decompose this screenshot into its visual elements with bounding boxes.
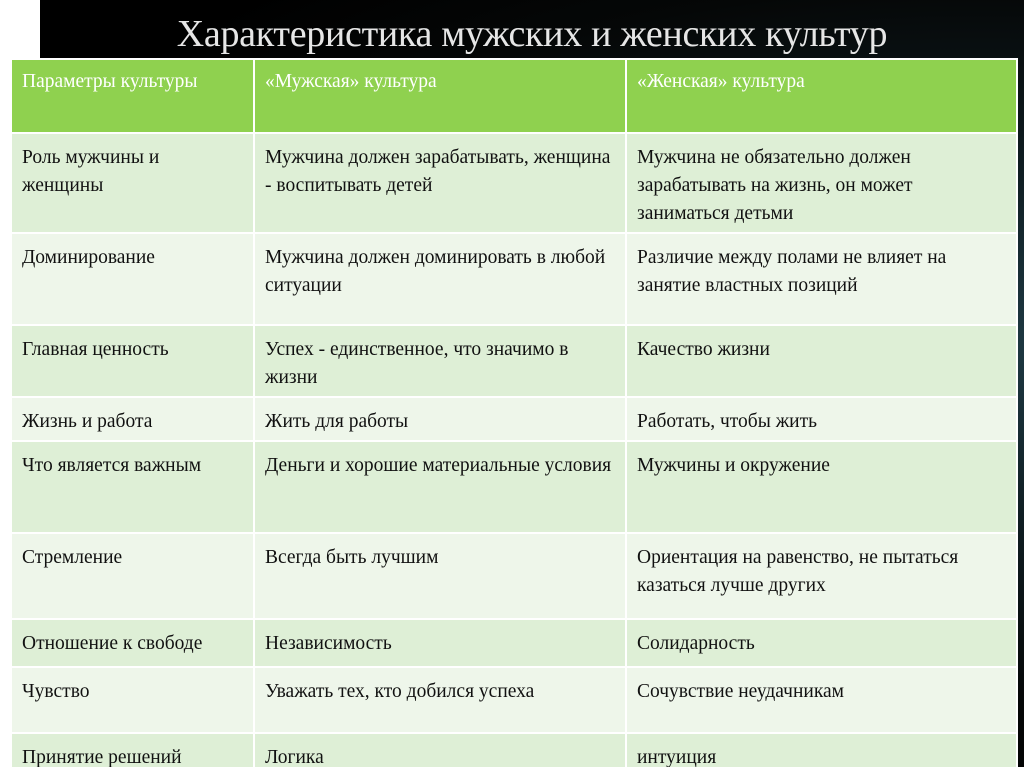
cell-female: интуиция: [626, 733, 1017, 767]
table-row: [11, 325, 1017, 397]
cell-param: Роль мужчины и женщины: [11, 133, 254, 233]
table-row: [11, 441, 1017, 533]
table-header-row: [11, 59, 1017, 133]
cell-male: Успех - единственное, что значимо в жизни: [254, 325, 626, 397]
cell-female: Ориентация на равенство, не пытаться казаться лучше других: [626, 533, 1017, 619]
cell-female: Солидарность: [626, 619, 1017, 667]
cell-female: Мужчина не обязательно должен зарабатывать на жизнь, он может заниматься детьми: [626, 133, 1017, 233]
cell-param: Чувство: [11, 667, 254, 733]
cell-female: Различие между полами не влияет на занятие властных позиций: [626, 233, 1017, 325]
cell-param: Что является важным: [11, 441, 254, 533]
table-row: [11, 733, 1017, 767]
table-row: [11, 667, 1017, 733]
cell-male: Мужчина должен доминировать в любой ситуации: [254, 233, 626, 325]
cell-male: Независимость: [254, 619, 626, 667]
table-row: [11, 233, 1017, 325]
cell-param: Стремление: [11, 533, 254, 619]
header-female-culture: «Женская» культура: [626, 59, 1017, 133]
table-row: [11, 619, 1017, 667]
cell-female: Работать, чтобы жить: [626, 397, 1017, 441]
slide-title: Характеристика мужских и женских культур: [176, 13, 888, 55]
cell-param: Доминирование: [11, 233, 254, 325]
cell-male: Уважать тех, кто добился успеха: [254, 667, 626, 733]
cell-male: Деньги и хорошие материальные условия: [254, 441, 626, 533]
cell-param: Жизнь и работа: [11, 397, 254, 441]
cell-female: Мужчины и окружение: [626, 441, 1017, 533]
table-row: [11, 133, 1017, 233]
cell-male: Логика: [254, 733, 626, 767]
cell-param: Отношение к свободе: [11, 619, 254, 667]
cell-male: Всегда быть лучшим: [254, 533, 626, 619]
cell-male: Жить для работы: [254, 397, 626, 441]
cell-female: Качество жизни: [626, 325, 1017, 397]
table-row: [11, 533, 1017, 619]
cell-param: Принятие решений: [11, 733, 254, 767]
cell-param: Главная ценность: [11, 325, 254, 397]
comparison-table: [10, 58, 1018, 767]
table-row: [11, 397, 1017, 441]
cell-female: Сочувствие неудачникам: [626, 667, 1017, 733]
header-male-culture: «Мужская» культура: [254, 59, 626, 133]
header-param: Параметры культуры: [11, 59, 254, 133]
cell-male: Мужчина должен зарабатывать, женщина - воспитывать детей: [254, 133, 626, 233]
